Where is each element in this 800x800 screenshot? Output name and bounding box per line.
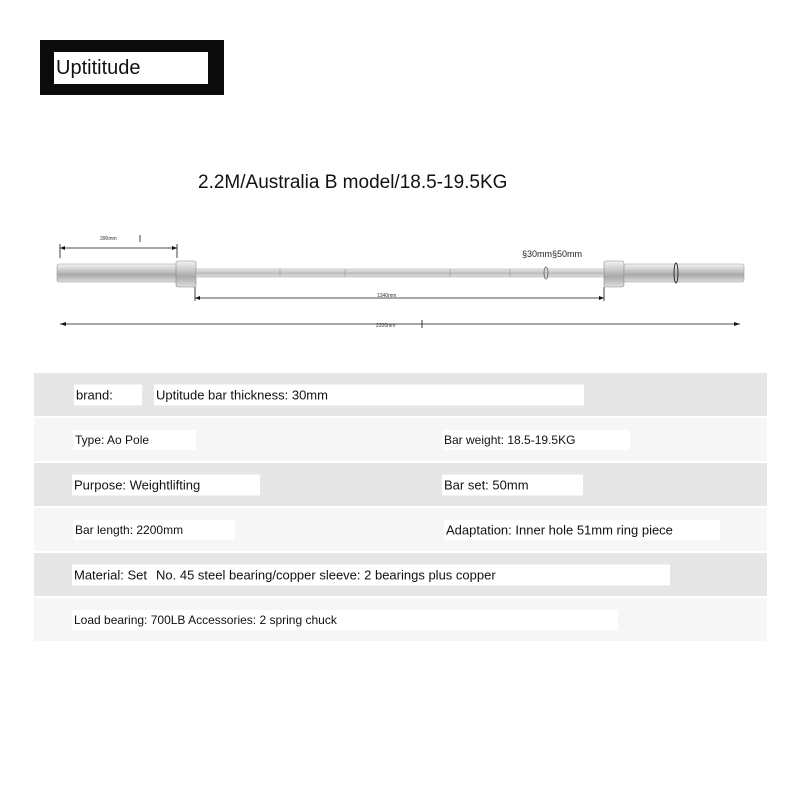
spec-row [34,373,767,418]
bar-shaft [196,269,606,277]
spec-row [34,553,767,598]
spec-row [34,598,767,643]
spec-material: Material: Set [72,564,174,585]
left-sleeve [57,264,177,282]
spec-row [34,418,767,463]
logo-box [40,40,224,95]
spec-bar-weight: Bar weight: 18.5-19.5KG [442,430,630,450]
right-collar [604,261,624,287]
spec-purpose: Purpose: Weightlifting [72,474,260,495]
total-dimension [60,320,740,329]
diameter-label: §30mm§50mm [522,249,583,259]
product-title: 2.2M/Australia B model/18.5-19.5KG [198,172,508,193]
sleeve-dim-label: 390mm [100,236,117,242]
right-sleeve [624,264,744,282]
spec-row [34,463,767,508]
total-dim-label: 2200mm [376,323,396,329]
spec-bar-set: Bar set: 50mm [442,474,583,495]
spec-brand-thickness: Uptitude bar thickness: 30mm [154,384,584,405]
spec-table [34,373,767,643]
spec-type: Type: Ao Pole [73,430,196,450]
spec-bar-length: Bar length: 2200mm [73,520,235,540]
brand-logo: Uptititude [54,52,208,84]
shaft-dim-label: 1340mm [377,293,397,299]
spec-load-bearing: Load bearing: 700LB Accessories: 2 spring chuck [72,610,618,630]
barbell-diagram [0,220,800,340]
sleeve-dimension [60,235,177,258]
left-collar [176,261,196,287]
spec-row [34,508,767,553]
shaft-dimension [195,287,604,301]
spec-adaptation: Adaptation: Inner hole 51mm ring piece [444,519,720,540]
spec-material-detail: No. 45 steel bearing/copper sleeve: 2 bearings plus copper [154,564,670,585]
spec-brand-label: brand: [74,384,142,405]
